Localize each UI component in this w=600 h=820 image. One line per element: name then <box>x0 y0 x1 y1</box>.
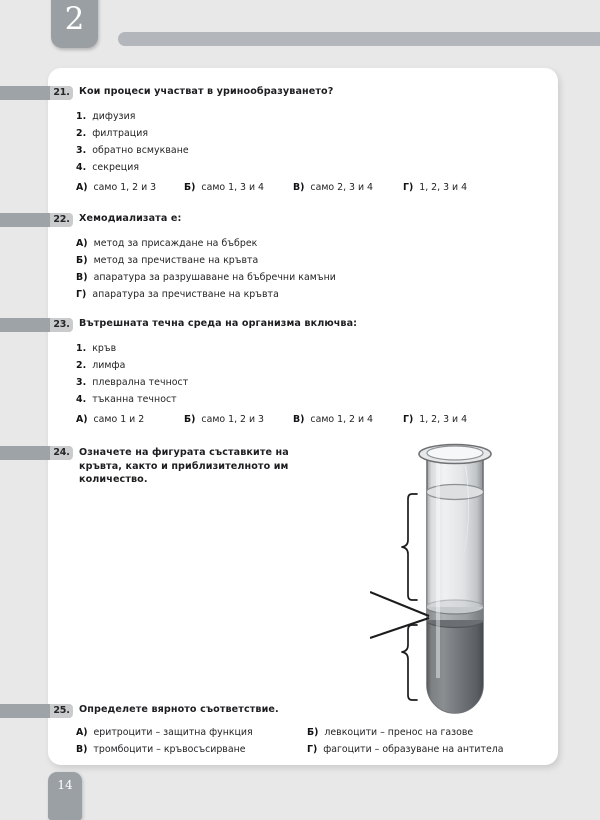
option-g[interactable] <box>403 414 467 425</box>
option-text: 1, 2, 3 и 4 <box>419 182 468 193</box>
page-number-tab <box>48 772 82 820</box>
question-21-options <box>0 182 600 196</box>
option-b[interactable] <box>307 727 473 738</box>
question-number-22: 22. <box>50 213 73 227</box>
option-letter: А) <box>76 182 88 193</box>
chapter-number-label: 2 <box>64 1 85 37</box>
question-22-option[interactable] <box>76 255 258 266</box>
question-21-item <box>76 162 139 173</box>
blood-separation-figure <box>370 440 555 725</box>
question-number-24: 24. <box>50 446 73 460</box>
item-text: тъканна течност <box>92 394 177 405</box>
page-number-label: 14 <box>57 778 73 792</box>
question-title-23: Вътрешната течна среда на организма включва: <box>79 318 358 329</box>
option-a[interactable] <box>76 727 253 738</box>
chapter-number-badge <box>51 0 98 48</box>
question-25-options-row-2 <box>0 744 600 758</box>
item-text: плеврална течност <box>92 377 189 388</box>
option-v[interactable] <box>293 182 373 193</box>
item-marker: 4. <box>76 394 87 405</box>
option-text: фагоцити – образуване на антитела <box>323 744 504 755</box>
header-divider-rule <box>118 32 600 46</box>
option-text: само 1, 2 и 4 <box>310 414 374 425</box>
option-letter: Б) <box>184 414 196 425</box>
option-text: левкоцити – пренос на газове <box>324 727 474 738</box>
lower-leader-line <box>370 618 429 638</box>
option-g[interactable] <box>403 182 467 193</box>
item-text: филтрация <box>92 128 149 139</box>
question-25-options-row-1 <box>0 727 600 741</box>
option-text: само 2, 3 и 4 <box>310 182 374 193</box>
packed-red-cells-layer <box>426 613 484 716</box>
item-marker: 3. <box>76 377 87 388</box>
question-22-option[interactable] <box>76 238 257 249</box>
item-marker: 4. <box>76 162 87 173</box>
option-letter: В) <box>293 414 305 425</box>
question-23-item <box>76 360 125 371</box>
option-text: апаратура за пречистване на кръвта <box>92 289 279 300</box>
question-23-item <box>76 377 188 388</box>
option-b[interactable] <box>184 414 264 425</box>
option-letter: А) <box>76 727 88 738</box>
item-text: дифузия <box>92 111 136 122</box>
option-letter: Б) <box>307 727 319 738</box>
question-23-options <box>0 414 600 428</box>
option-text: метод за пречистване на кръвта <box>93 255 259 266</box>
option-text: само 1, 2 и 3 <box>201 414 265 425</box>
option-text: 1, 2, 3 и 4 <box>419 414 468 425</box>
question-23-item <box>76 343 116 354</box>
page-header <box>0 0 600 68</box>
item-text: секреция <box>92 162 140 173</box>
item-marker: 2. <box>76 128 87 139</box>
option-letter: В) <box>293 182 305 193</box>
question-23-item <box>76 394 177 405</box>
option-a[interactable] <box>76 182 156 193</box>
question-number-25: 25. <box>50 704 73 718</box>
option-letter: А) <box>76 414 88 425</box>
question-number-21: 21. <box>50 86 73 100</box>
option-b[interactable] <box>184 182 264 193</box>
item-text: лимфа <box>92 360 126 371</box>
option-letter: Г) <box>307 744 318 755</box>
question-21-item <box>76 128 148 139</box>
item-marker: 1. <box>76 111 87 122</box>
lower-brace <box>402 625 417 700</box>
option-letter: В) <box>76 272 88 283</box>
option-letter: Б) <box>184 182 196 193</box>
option-letter: Б) <box>76 255 88 266</box>
option-text: еритроцити – защитна функция <box>93 727 253 738</box>
question-21-item <box>76 111 135 122</box>
option-text: само 1 и 2 <box>93 414 145 425</box>
question-22-option[interactable] <box>76 272 336 283</box>
option-text: тромбоцити – кръвосъсирване <box>93 744 246 755</box>
item-marker: 1. <box>76 343 87 354</box>
option-letter: Г) <box>403 414 414 425</box>
item-text: кръв <box>92 343 117 354</box>
option-v[interactable] <box>76 744 245 755</box>
option-text: апаратура за разрушаване на бъбречни камъни <box>93 272 336 283</box>
option-letter: А) <box>76 238 88 249</box>
question-title-21: Кои процеси участват в уринообразуването? <box>79 86 334 97</box>
option-letter: Г) <box>403 182 414 193</box>
option-v[interactable] <box>293 414 373 425</box>
option-g[interactable] <box>307 744 504 755</box>
question-title-24: Означете на фигурата съставките на кръвта, както и приблизителното им количество. <box>79 447 289 485</box>
option-text: само 1, 2 и 3 <box>93 182 157 193</box>
question-22-option[interactable] <box>76 289 279 300</box>
option-letter: Г) <box>76 289 87 300</box>
plasma-layer <box>426 485 484 608</box>
option-text: само 1, 3 и 4 <box>201 182 265 193</box>
option-letter: В) <box>76 744 88 755</box>
upper-brace <box>402 494 417 600</box>
question-title-22: Хемодиализата е: <box>79 213 182 224</box>
test-tube-rim <box>419 445 491 464</box>
question-21-item <box>76 145 189 156</box>
item-text: обратно всмукване <box>92 145 189 156</box>
option-a[interactable] <box>76 414 144 425</box>
option-text: метод за присаждане на бъбрек <box>93 238 258 249</box>
item-marker: 2. <box>76 360 87 371</box>
question-number-23: 23. <box>50 318 73 332</box>
upper-leader-line <box>370 592 429 616</box>
question-title-25: Определете вярното съответствие. <box>79 704 279 715</box>
item-marker: 3. <box>76 145 87 156</box>
